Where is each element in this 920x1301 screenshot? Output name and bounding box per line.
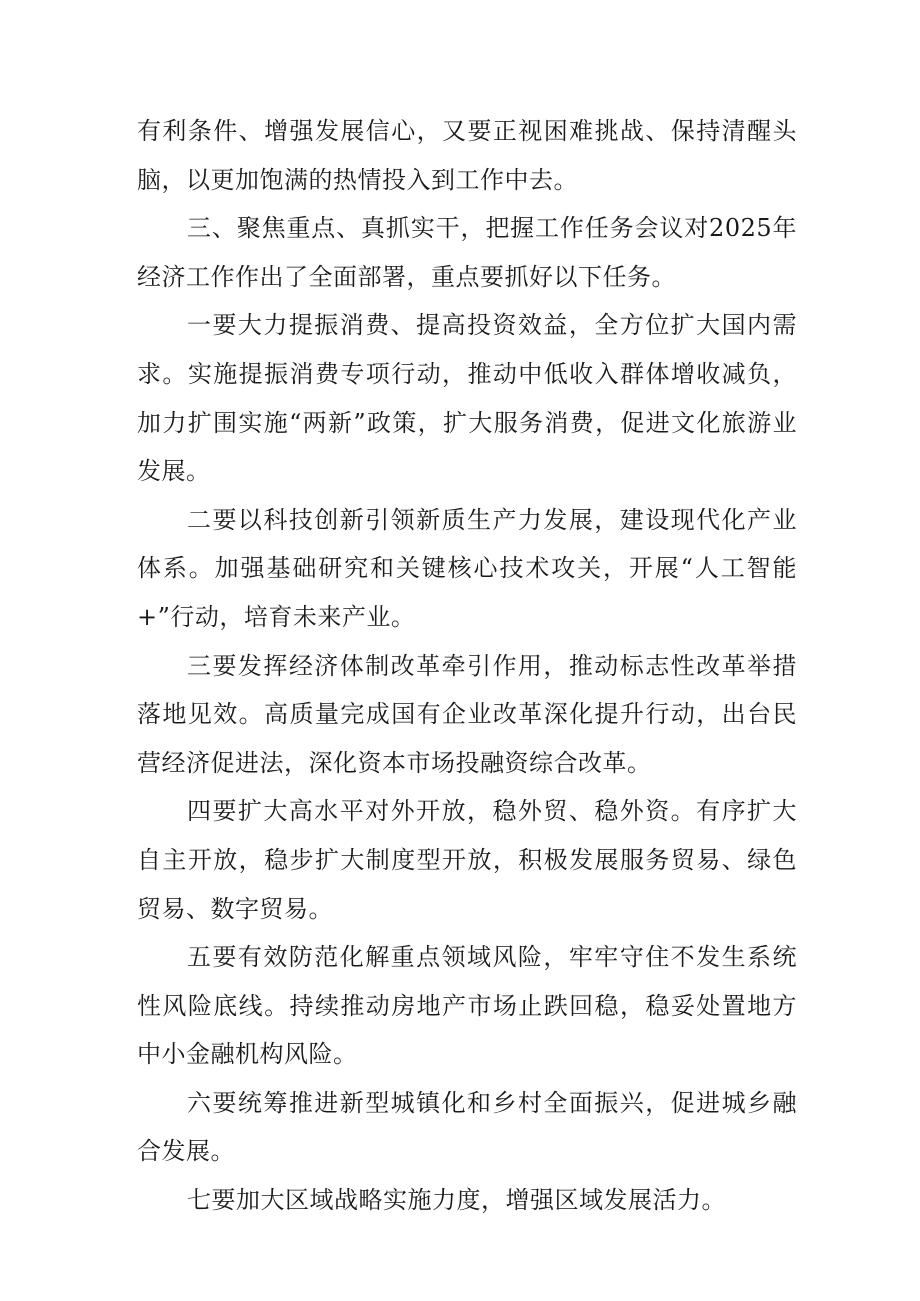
paragraph-task-three: 三要发挥经济体制改革牵引作用，推动标志性改革举措落地见效。高质量完成国有企业改革深化提升行动，出台民营经济促进法，深化资本市场投融资综合改革。 xyxy=(137,651,797,777)
paragraph-continuation: 有利条件、增强发展信心，又要正视困难挑战、保持清醒头脑，以更加饱满的热情投入到工作中去。 xyxy=(137,117,797,194)
paragraph-task-four: 四要扩大高水平对外开放，稳外贸、稳外资。有序扩大自主开放，稳步扩大制度型开放，积极发展服务贸易、绿色贸易、数字贸易。 xyxy=(137,797,797,923)
paragraph-task-six: 六要统筹推进新型城镇化和乡村全面振兴，促进城乡融合发展。 xyxy=(137,1088,797,1166)
paragraph-task-one: 一要大力提振消费、提高投资效益，全方位扩大国内需求。实施提振消费专项行动，推动中低收入群体增收减负，加力扩围实施“两新”政策，扩大服务消费，促进文化旅游业发展。 xyxy=(137,311,797,486)
document-body xyxy=(137,107,797,1225)
paragraph-task-two: 二要以科技创新引领新质生产力发展，建设现代化产业体系。加强基础研究和关键核心技术攻关，开展“人工智能+”行动，培育未来产业。 xyxy=(137,505,797,631)
paragraph-task-seven: 七要加大区域战略实施力度，增强区域发展活力。 xyxy=(187,1186,726,1215)
paragraph-section-three: 三、聚焦重点、真抓实干，把握工作任务会议对2025年经济工作作出了全面部署，重点要抓好以下任务。 xyxy=(137,214,797,291)
paragraph-task-five: 五要有效防范化解重点领域风险，牢牢守住不发生系统性风险底线。持续推动房地产市场止跌回稳，稳妥处置地方中小金融机构风险。 xyxy=(137,943,797,1069)
